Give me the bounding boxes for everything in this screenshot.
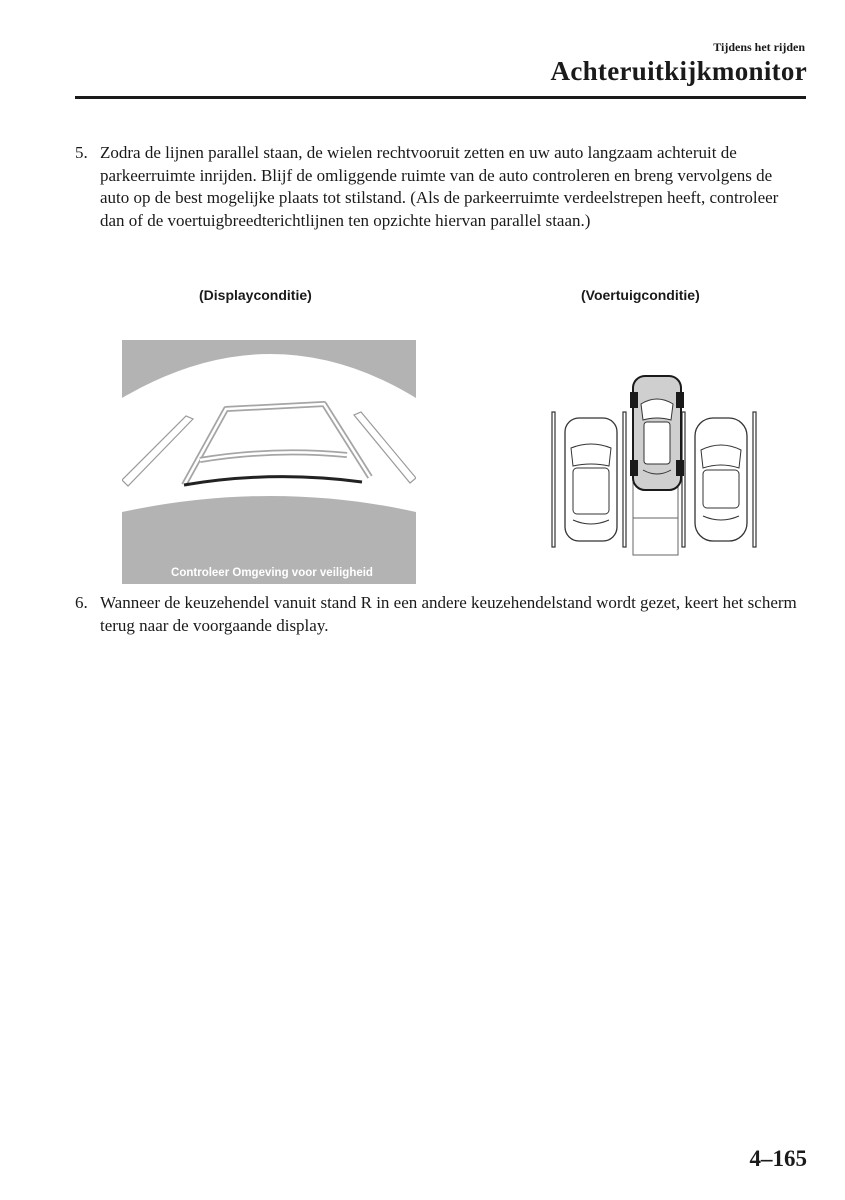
step-text: Zodra de lijnen parallel staan, de wielen rechtvooruit zetten en uw auto langzaam achteruit de parkeerruimte inrijden. Blijf de omliggende ruimte van de auto controleren en breng vervolgens de auto op de best mogelijke plaats tot stilstand. (Als de parkeerruimte verdeelstrepen heeft, controleer dan of de voertuigbreedterichtlijnen ten opzichte hiervan parallel staan.) <box>100 143 779 230</box>
parking-line <box>682 412 685 547</box>
step-number: 5. <box>75 143 88 162</box>
left-parked-car <box>565 418 617 541</box>
rear-camera-display-illustration <box>122 340 416 584</box>
display-condition-label: (Displayconditie) <box>199 287 312 303</box>
wheel <box>676 460 684 476</box>
wheel <box>676 392 684 408</box>
step-6 <box>75 592 800 637</box>
step-5 <box>75 142 800 232</box>
parking-line <box>623 412 626 547</box>
parking-vehicle-illustration <box>549 370 759 560</box>
parking-line <box>552 412 555 547</box>
page-title: Achteruitkijkmonitor <box>550 56 807 86</box>
own-vehicle <box>630 376 684 490</box>
parking-line <box>753 412 756 547</box>
wheel <box>630 460 638 476</box>
vehicle-condition-label: (Voertuigconditie) <box>581 287 700 303</box>
header-divider <box>75 96 806 99</box>
step-text: Wanneer de keuzehendel vanuit stand R in een andere keuzehendelstand wordt gezet, keert het scherm terug naar de voorgaande display. <box>100 593 797 635</box>
section-header: Tijdens het rijden <box>713 40 805 54</box>
display-caption: Controleer Omgeving voor veiligheid <box>171 567 373 579</box>
step-number: 6. <box>75 593 88 612</box>
right-parked-car <box>695 418 747 541</box>
page-number: 4–165 <box>749 1146 807 1171</box>
wheel <box>630 392 638 408</box>
